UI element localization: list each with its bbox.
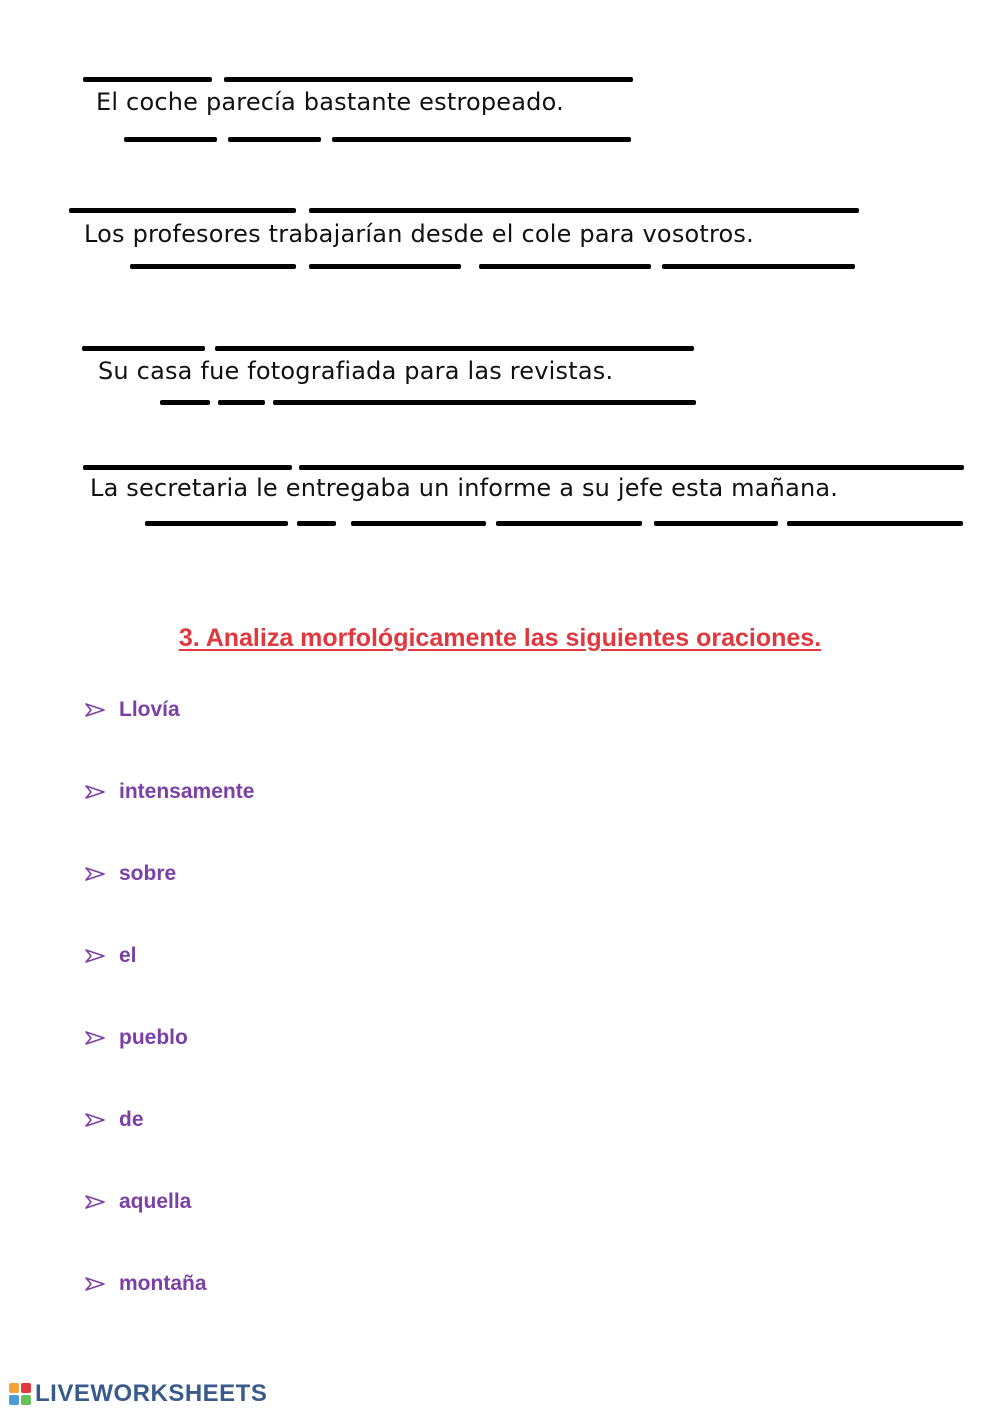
drop-zone-bottom[interactable] bbox=[309, 264, 461, 269]
arrow-bullet-icon bbox=[84, 866, 106, 882]
drop-zone-top[interactable] bbox=[309, 208, 859, 213]
list-item bbox=[84, 862, 176, 886]
drop-zone-bottom[interactable] bbox=[273, 400, 696, 405]
drop-zone-bottom[interactable] bbox=[662, 264, 855, 269]
drop-zone-bottom[interactable] bbox=[479, 264, 651, 269]
word-label: Llovía bbox=[119, 698, 180, 721]
word-label: de bbox=[119, 1108, 144, 1131]
exercise-heading: 3. Analiza morfológicamente las siguientes oraciones. bbox=[178, 624, 822, 652]
drop-zone-top[interactable] bbox=[69, 208, 296, 213]
list-item bbox=[84, 698, 180, 722]
drop-zone-bottom[interactable] bbox=[160, 400, 210, 405]
drop-zone-top[interactable] bbox=[224, 77, 633, 82]
drop-zone-bottom[interactable] bbox=[145, 521, 288, 526]
drop-zone-bottom[interactable] bbox=[228, 137, 321, 142]
arrow-bullet-icon bbox=[84, 948, 106, 964]
arrow-bullet-icon bbox=[84, 702, 106, 718]
drop-zone-bottom[interactable] bbox=[297, 521, 336, 526]
drop-zone-top[interactable] bbox=[82, 346, 205, 351]
drop-zone-top[interactable] bbox=[83, 465, 292, 470]
drop-zone-bottom[interactable] bbox=[787, 521, 963, 526]
word-label: intensamente bbox=[119, 780, 255, 803]
sentence-4: La secretaria le entregaba un informe a su jefe esta mañana. bbox=[90, 474, 839, 502]
arrow-bullet-icon bbox=[84, 1112, 106, 1128]
word-label: pueblo bbox=[119, 1026, 188, 1049]
list-item bbox=[84, 944, 137, 968]
arrow-bullet-icon bbox=[84, 1030, 106, 1046]
drop-zone-bottom[interactable] bbox=[130, 264, 296, 269]
word-label: montaña bbox=[119, 1272, 207, 1295]
arrow-bullet-icon bbox=[84, 784, 106, 800]
list-item bbox=[84, 780, 254, 804]
arrow-bullet-icon bbox=[84, 1194, 106, 1210]
sentence-1: El coche parecía bastante estropeado. bbox=[96, 88, 564, 116]
drop-zone-bottom[interactable] bbox=[124, 137, 217, 142]
word-label: aquella bbox=[119, 1190, 192, 1213]
word-label: el bbox=[119, 944, 137, 967]
drop-zone-bottom[interactable] bbox=[218, 400, 265, 405]
arrow-bullet-icon bbox=[84, 1276, 106, 1292]
brand-name: LIVEWORKSHEETS bbox=[35, 1380, 268, 1407]
drop-zone-top[interactable] bbox=[299, 465, 964, 470]
brand-footer[interactable] bbox=[8, 1380, 267, 1408]
list-item bbox=[84, 1190, 191, 1214]
list-item bbox=[84, 1108, 144, 1132]
list-item bbox=[84, 1272, 207, 1296]
drop-zone-bottom[interactable] bbox=[351, 521, 486, 526]
sentence-3: Su casa fue fotografiada para las revistas. bbox=[98, 357, 614, 385]
drop-zone-bottom[interactable] bbox=[332, 137, 631, 142]
drop-zone-bottom[interactable] bbox=[496, 521, 642, 526]
drop-zone-top[interactable] bbox=[215, 346, 694, 351]
drop-zone-bottom[interactable] bbox=[654, 521, 778, 526]
drop-zone-top[interactable] bbox=[83, 77, 212, 82]
word-label: sobre bbox=[119, 862, 177, 885]
sentence-2: Los profesores trabajarían desde el cole para vosotros. bbox=[84, 220, 754, 248]
liveworksheets-logo-icon bbox=[8, 1382, 32, 1406]
list-item bbox=[84, 1026, 188, 1050]
